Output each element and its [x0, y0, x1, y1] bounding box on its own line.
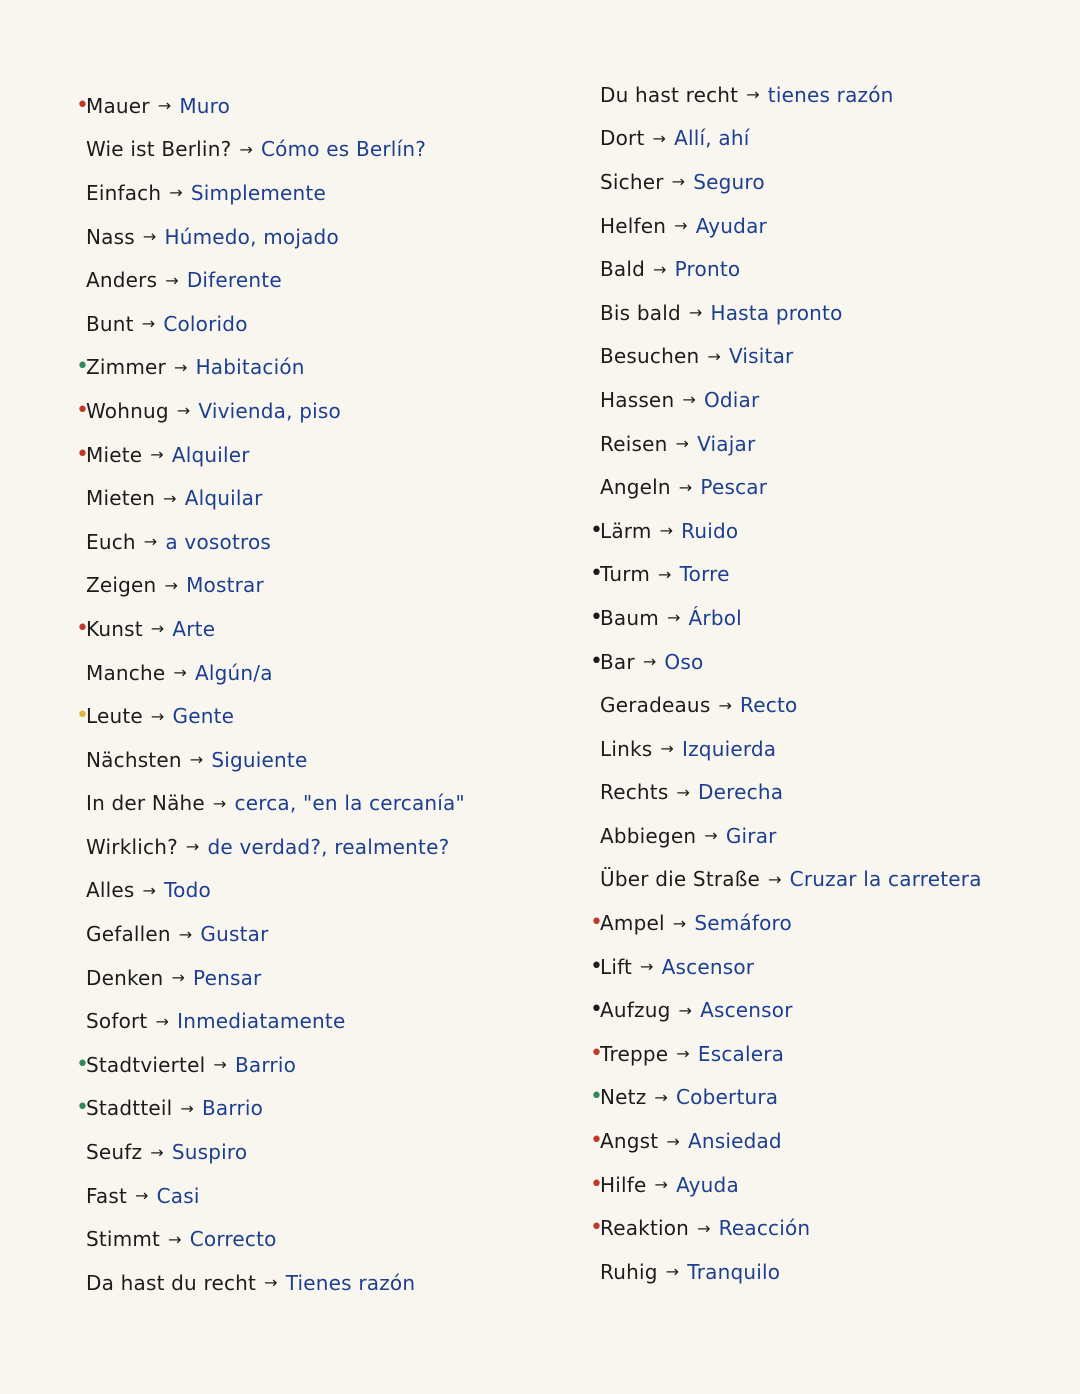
vocab-entry [76, 651, 465, 695]
spanish-translation: Torre [679, 562, 730, 587]
vocab-entry [76, 84, 465, 128]
arrow-icon: → [164, 575, 179, 595]
arrow-icon: → [746, 85, 760, 105]
arrow-icon: → [239, 139, 253, 159]
spanish-translation: Tienes razón [285, 1270, 416, 1295]
vocab-entry [76, 782, 465, 826]
arrow-icon: → [180, 1098, 194, 1118]
spanish-translation: Húmedo, mojado [164, 224, 339, 249]
spanish-translation: Arte [172, 616, 216, 641]
german-word: Angst [600, 1129, 659, 1154]
spanish-translation: Gente [172, 704, 235, 729]
german-word: Wirklich? [86, 834, 178, 859]
arrow-icon: → [171, 968, 186, 988]
vocab-entry [590, 553, 982, 597]
vocab-entry [590, 901, 982, 945]
spanish-translation: Suspiro [171, 1140, 248, 1165]
arrow-icon: → [676, 1044, 690, 1064]
arrow-icon: → [640, 957, 654, 977]
arrow-icon: → [141, 314, 156, 334]
spanish-translation: Cobertura [676, 1085, 779, 1110]
vocab-entry [590, 814, 982, 858]
german-word: Angeln [600, 475, 671, 500]
vocab-entry [590, 1032, 982, 1076]
vocab-entry [590, 378, 982, 422]
bullet-dot: • [590, 1084, 604, 1110]
german-word: Reisen [600, 431, 668, 456]
vocab-entry [76, 956, 465, 1000]
spanish-translation: Mostrar [186, 573, 264, 598]
german-word: Wie ist Berlin? [86, 137, 232, 162]
arrow-icon: → [157, 96, 172, 116]
spanish-translation: Habitación [195, 355, 305, 380]
arrow-icon: → [150, 619, 165, 639]
vocab-entry [590, 465, 982, 509]
vocab-entry [590, 247, 982, 291]
vocab-entry [590, 73, 982, 117]
vocab-entry [76, 476, 465, 520]
arrow-icon: → [707, 346, 721, 366]
arrow-icon: → [143, 532, 158, 552]
arrow-icon: → [671, 172, 686, 192]
spanish-translation: Ruido [681, 518, 739, 543]
arrow-icon: → [676, 782, 691, 802]
bullet-dot: • [590, 910, 604, 936]
arrow-icon: → [173, 357, 188, 377]
german-word: Treppe [600, 1041, 669, 1066]
spanish-translation: de verdad?, realmente? [207, 834, 450, 859]
german-word: Rechts [600, 780, 669, 805]
german-word: Reaktion [600, 1216, 690, 1241]
spanish-translation: Pescar [700, 475, 768, 500]
spanish-translation: cerca, "en la cercanía" [234, 791, 465, 816]
german-word: Bar [600, 649, 635, 674]
vocab-entry [590, 335, 982, 379]
arrow-icon: → [665, 1262, 680, 1282]
arrow-icon: → [185, 837, 200, 857]
bullet-dot: • [76, 397, 90, 423]
vocab-entry [590, 640, 982, 684]
vocab-entry [76, 1130, 465, 1174]
spanish-translation: Escalera [697, 1041, 785, 1066]
vocab-column-right [590, 73, 982, 1294]
german-word: Zimmer [86, 355, 166, 380]
spanish-translation: Árbol [688, 605, 742, 630]
vocab-entry [76, 825, 465, 869]
bullet-dot: • [590, 604, 604, 630]
vocab-entry [76, 1261, 465, 1305]
spanish-translation: Cruzar la carretera [789, 867, 982, 892]
spanish-translation: Viajar [697, 431, 756, 456]
arrow-icon: → [155, 1011, 170, 1031]
spanish-translation: Simplemente [190, 180, 326, 205]
bullet-dot: • [590, 648, 604, 674]
german-word: Turm [600, 562, 651, 587]
german-word: Abbiegen [600, 823, 697, 848]
spanish-translation: Pensar [193, 965, 262, 990]
arrow-icon: → [672, 913, 687, 933]
vocab-entry [76, 1087, 465, 1131]
german-word: Ruhig [600, 1259, 658, 1284]
vocab-entry [590, 683, 982, 727]
spanish-translation: Oso [664, 649, 704, 674]
spanish-translation: Reacción [718, 1216, 811, 1241]
vocab-entry [76, 171, 465, 215]
german-word: Du hast recht [600, 82, 739, 107]
arrow-icon: → [682, 390, 696, 410]
german-word: Hassen [600, 387, 675, 412]
spanish-translation: Alquiler [171, 442, 250, 467]
arrow-icon: → [142, 227, 157, 247]
german-word: Manche [86, 660, 166, 685]
vocab-entry [76, 607, 465, 651]
spanish-translation: Cómo es Berlín? [261, 137, 427, 162]
spanish-translation: Girar [725, 823, 777, 848]
bullet-dot: • [590, 1040, 604, 1066]
vocab-entry [76, 912, 465, 956]
arrow-icon: → [697, 1218, 711, 1238]
spanish-translation: Gustar [200, 922, 269, 947]
spanish-translation: Diferente [186, 268, 282, 293]
vocab-entry [76, 1043, 465, 1087]
german-word: Baum [600, 605, 659, 630]
german-word: Besuchen [600, 344, 700, 369]
vocab-entry [76, 258, 465, 302]
german-word: Dort [600, 126, 645, 151]
vocab-entry [590, 1076, 982, 1120]
vocab-entry [76, 302, 465, 346]
vocab-entry [590, 160, 982, 204]
german-word: Leute [86, 704, 143, 729]
vocab-entry [590, 988, 982, 1032]
spanish-translation: Ayuda [676, 1172, 739, 1197]
vocab-entry [76, 1174, 465, 1218]
german-word: Stimmt [86, 1227, 161, 1252]
arrow-icon: → [659, 521, 674, 541]
arrow-icon: → [212, 793, 227, 813]
arrow-icon: → [674, 216, 688, 236]
spanish-translation: Allí, ahí [674, 126, 750, 151]
vocab-entry [590, 1119, 982, 1163]
german-word: Nächsten [86, 747, 182, 772]
spanish-translation: Seguro [693, 169, 765, 194]
german-word: Einfach [86, 180, 162, 205]
bullet-dot: • [76, 354, 90, 380]
bullet-dot: • [76, 1051, 90, 1077]
arrow-icon: → [654, 1087, 669, 1107]
german-word: Links [600, 736, 653, 761]
bullet-dot: • [590, 1215, 604, 1241]
arrow-icon: → [652, 128, 667, 148]
spanish-translation: Ayudar [695, 213, 767, 238]
german-word: Mauer [86, 93, 150, 118]
bullet-dot: • [590, 997, 604, 1023]
german-word: In der Nähe [86, 791, 205, 816]
arrow-icon: → [213, 1055, 227, 1075]
spanish-translation: Ansiedad [687, 1129, 782, 1154]
vocab-entry [76, 215, 465, 259]
vocab-entry [76, 389, 465, 433]
spanish-translation: Alquilar [184, 486, 263, 511]
vocab-entry [76, 738, 465, 782]
arrow-icon: → [150, 1142, 164, 1162]
vocab-entry [76, 346, 465, 390]
vocab-entry [590, 771, 982, 815]
arrow-icon: → [135, 1186, 149, 1206]
vocab-entry [590, 204, 982, 248]
arrow-icon: → [264, 1273, 278, 1293]
german-word: Netz [600, 1085, 647, 1110]
spanish-translation: Odiar [703, 387, 760, 412]
vocab-entry [590, 1206, 982, 1250]
german-word: Sofort [86, 1009, 148, 1034]
german-word: Mieten [86, 486, 156, 511]
arrow-icon: → [688, 303, 703, 323]
german-word: Denken [86, 965, 164, 990]
spanish-translation: Inmediatamente [177, 1009, 346, 1034]
spanish-translation: tienes razón [767, 82, 894, 107]
german-word: Miete [86, 442, 143, 467]
spanish-translation: Barrio [202, 1096, 264, 1121]
bullet-dot: • [76, 92, 90, 118]
german-word: Alles [86, 878, 135, 903]
vocab-entry [590, 858, 982, 902]
vocab-column-left [76, 84, 465, 1305]
arrow-icon: → [150, 445, 164, 465]
vocab-entry [76, 433, 465, 477]
bullet-dot: • [590, 1171, 604, 1197]
german-word: Fast [86, 1183, 127, 1208]
german-word: Bunt [86, 311, 134, 336]
arrow-icon: → [658, 564, 672, 584]
vocab-entry [76, 564, 465, 608]
bullet-dot: • [590, 953, 604, 979]
german-word: Lift [600, 954, 633, 979]
german-word: Hilfe [600, 1172, 647, 1197]
arrow-icon: → [660, 739, 674, 759]
german-word: Ampel [600, 911, 665, 936]
spanish-translation: Recto [740, 693, 798, 718]
bullet-dot: • [590, 517, 604, 543]
spanish-translation: Tranquilo [687, 1259, 781, 1284]
german-word: Geradeaus [600, 693, 711, 718]
arrow-icon: → [718, 695, 733, 715]
german-word: Stadtteil [86, 1096, 173, 1121]
spanish-translation: Siguiente [211, 747, 308, 772]
vocab-entry [590, 509, 982, 553]
spanish-translation: Hasta pronto [710, 300, 843, 325]
german-word: Gefallen [86, 922, 171, 947]
german-word: Nass [86, 224, 135, 249]
vocab-entry [76, 520, 465, 564]
german-word: Wohnug [86, 398, 169, 423]
german-word: Sicher [600, 169, 664, 194]
arrow-icon: → [176, 401, 191, 421]
spanish-translation: a vosotros [165, 529, 272, 554]
german-word: Über die Straße [600, 867, 761, 892]
arrow-icon: → [666, 608, 681, 628]
vocab-entry [76, 1217, 465, 1261]
vocab-entry [590, 1250, 982, 1294]
vocab-entry [76, 128, 465, 172]
arrow-icon: → [653, 259, 667, 279]
arrow-icon: → [163, 488, 177, 508]
arrow-icon: → [704, 826, 718, 846]
arrow-icon: → [678, 1000, 693, 1020]
spanish-translation: Semáforo [694, 911, 792, 936]
arrow-icon: → [142, 880, 157, 900]
vocab-entry [590, 727, 982, 771]
spanish-translation: Barrio [234, 1052, 297, 1077]
vocab-entry [590, 1163, 982, 1207]
arrow-icon: → [168, 1229, 182, 1249]
arrow-icon: → [189, 750, 204, 770]
german-word: Stadtviertel [86, 1052, 206, 1077]
spanish-translation: Ascensor [700, 998, 793, 1023]
spanish-translation: Colorido [163, 311, 248, 336]
arrow-icon: → [169, 183, 183, 203]
bullet-dot: • [590, 561, 604, 587]
spanish-translation: Casi [156, 1183, 200, 1208]
german-word: Anders [86, 268, 158, 293]
spanish-translation: Derecha [698, 780, 784, 805]
spanish-translation: Pronto [674, 257, 741, 282]
arrow-icon: → [654, 1175, 669, 1195]
bullet-dot: • [76, 615, 90, 641]
vocab-entry [590, 291, 982, 335]
spanish-translation: Muro [179, 93, 231, 118]
spanish-translation: Ascensor [661, 954, 755, 979]
vocab-entry [590, 945, 982, 989]
bullet-dot: • [76, 441, 90, 467]
german-word: Seufz [86, 1140, 143, 1165]
bullet-dot: • [76, 1095, 90, 1121]
arrow-icon: → [678, 477, 693, 497]
spanish-translation: Visitar [728, 344, 794, 369]
spanish-translation: Algún/a [194, 660, 273, 685]
german-word: Bald [600, 257, 646, 282]
arrow-icon: → [768, 869, 782, 889]
vocab-entry [76, 694, 465, 738]
german-word: Bis bald [600, 300, 681, 325]
german-word: Da hast du recht [86, 1270, 257, 1295]
arrow-icon: → [675, 434, 690, 454]
arrow-icon: → [178, 924, 193, 944]
vocab-entry [76, 999, 465, 1043]
german-word: Kunst [86, 616, 143, 641]
arrow-icon: → [173, 663, 187, 683]
bullet-dot: • [590, 1128, 604, 1154]
arrow-icon: → [165, 270, 179, 290]
arrow-icon: → [642, 652, 657, 672]
arrow-icon: → [666, 1131, 680, 1151]
vocab-entry [590, 596, 982, 640]
arrow-icon: → [150, 706, 165, 726]
german-word: Helfen [600, 213, 667, 238]
german-word: Euch [86, 529, 136, 554]
bullet-dot: • [76, 703, 90, 729]
vocab-entry [590, 117, 982, 161]
vocab-entry [76, 869, 465, 913]
spanish-translation: Todo [164, 878, 211, 903]
german-word: Zeigen [86, 573, 157, 598]
german-word: Aufzug [600, 998, 671, 1023]
vocab-entry [590, 422, 982, 466]
german-word: Lärm [600, 518, 652, 543]
spanish-translation: Correcto [189, 1227, 277, 1252]
spanish-translation: Izquierda [682, 736, 777, 761]
spanish-translation: Vivienda, piso [198, 398, 341, 423]
